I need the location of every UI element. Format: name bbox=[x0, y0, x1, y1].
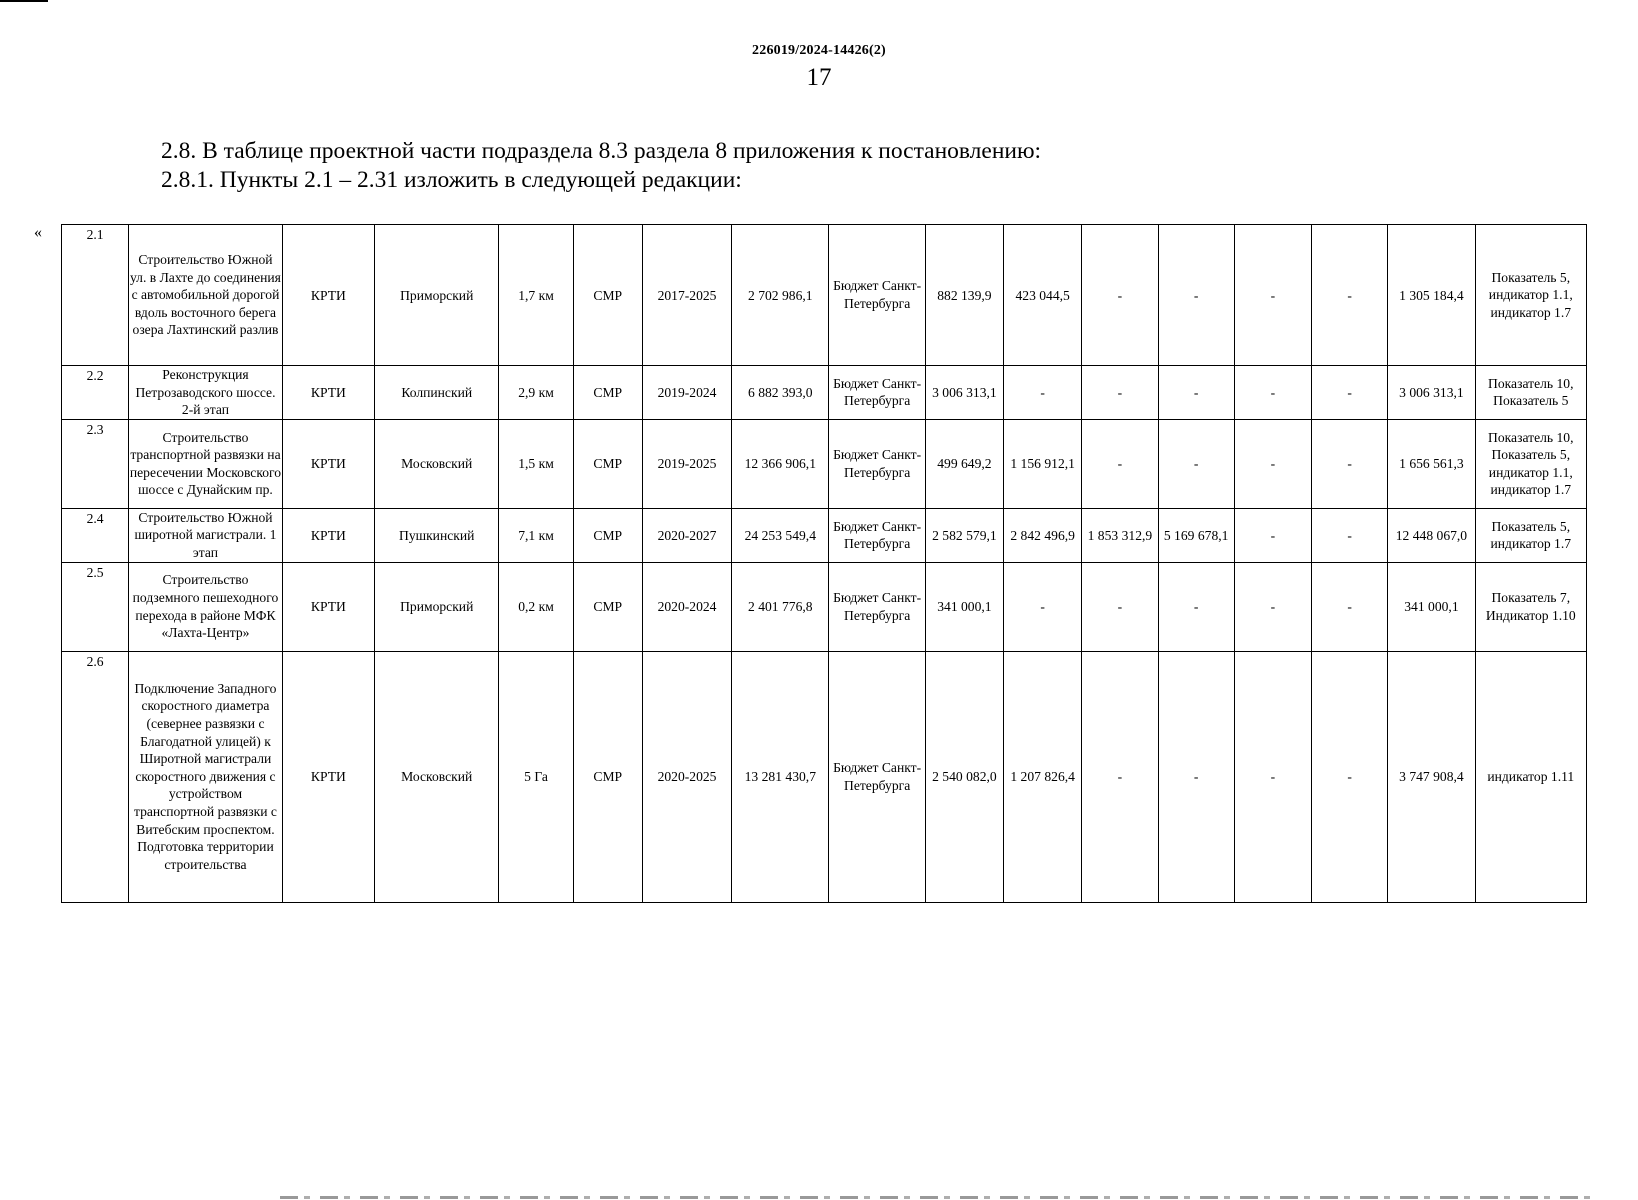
amount-year-5: - bbox=[1234, 419, 1311, 508]
amount-year-1: 499 649,2 bbox=[925, 419, 1003, 508]
sum-amount: 341 000,1 bbox=[1388, 562, 1475, 651]
amount-year-3: 1 853 312,9 bbox=[1082, 508, 1158, 562]
total-cost: 24 253 549,4 bbox=[732, 508, 829, 562]
table-row bbox=[62, 225, 1587, 366]
organization: КРТИ bbox=[282, 419, 374, 508]
amount-year-2: 423 044,5 bbox=[1004, 225, 1082, 366]
indicator: Показатель 7, Индикатор 1.10 bbox=[1475, 562, 1586, 651]
sum-amount: 12 448 067,0 bbox=[1388, 508, 1475, 562]
amount-year-5: - bbox=[1234, 651, 1311, 902]
amount-year-2: 1 207 826,4 bbox=[1004, 651, 1082, 902]
amount-year-6: - bbox=[1312, 651, 1388, 902]
district: Приморский bbox=[375, 562, 499, 651]
sum-amount: 1 656 561,3 bbox=[1388, 419, 1475, 508]
years: 2020-2024 bbox=[642, 562, 731, 651]
project-table bbox=[61, 224, 1587, 903]
amount-year-4: - bbox=[1158, 366, 1234, 420]
page-number: 17 bbox=[806, 64, 832, 91]
district: Пушкинский bbox=[375, 508, 499, 562]
capacity: 1,5 км bbox=[499, 419, 573, 508]
row-number: 2.4 bbox=[62, 508, 129, 562]
years: 2020-2025 bbox=[642, 651, 731, 902]
project-name: Реконструкция Петрозаводского шоссе. 2-й этап bbox=[129, 366, 283, 420]
project-name: Подключение Западного скоростного диаметра (севернее развязки с Благодатной улицей) к Широтной магистрали скоростного движения с устройством транспортной развязки с Витебским проспектом. Подготовка территории строительства bbox=[129, 651, 283, 902]
amount-year-6: - bbox=[1312, 562, 1388, 651]
amount-year-5: - bbox=[1234, 366, 1311, 420]
funding-source: Бюджет Санкт-Петербурга bbox=[829, 419, 925, 508]
table-row bbox=[62, 508, 1587, 562]
district: Приморский bbox=[375, 225, 499, 366]
total-cost: 6 882 393,0 bbox=[732, 366, 829, 420]
work-type: СМР bbox=[573, 651, 642, 902]
work-type: СМР bbox=[573, 508, 642, 562]
district: Московский bbox=[375, 651, 499, 902]
organization: КРТИ bbox=[282, 225, 374, 366]
district: Колпинский bbox=[375, 366, 499, 420]
years: 2019-2024 bbox=[642, 366, 731, 420]
sum-amount: 3 006 313,1 bbox=[1388, 366, 1475, 420]
amount-year-2: 1 156 912,1 bbox=[1004, 419, 1082, 508]
project-name: Строительство подземного пешеходного перехода в районе МФК «Лахта-Центр» bbox=[129, 562, 283, 651]
scan-mark bbox=[0, 0, 48, 2]
paragraph-2-8: 2.8. В таблице проектной части подраздела 8.3 раздела 8 приложения к постановлению: bbox=[161, 138, 1042, 164]
row-number: 2.1 bbox=[62, 225, 129, 366]
sum-amount: 3 747 908,4 bbox=[1388, 651, 1475, 902]
row-number: 2.5 bbox=[62, 562, 129, 651]
organization: КРТИ bbox=[282, 366, 374, 420]
amount-year-6: - bbox=[1312, 419, 1388, 508]
amount-year-5: - bbox=[1234, 508, 1311, 562]
organization: КРТИ bbox=[282, 508, 374, 562]
project-name: Строительство транспортной развязки на пересечении Московского шоссе с Дунайским пр. bbox=[129, 419, 283, 508]
row-number: 2.2 bbox=[62, 366, 129, 420]
amount-year-4: - bbox=[1158, 562, 1234, 651]
amount-year-2: - bbox=[1004, 562, 1082, 651]
indicator: индикатор 1.11 bbox=[1475, 651, 1586, 902]
amount-year-1: 882 139,9 bbox=[925, 225, 1003, 366]
work-type: СМР bbox=[573, 419, 642, 508]
funding-source: Бюджет Санкт-Петербурга bbox=[829, 562, 925, 651]
amount-year-5: - bbox=[1234, 562, 1311, 651]
paragraph-2-8-1: 2.8.1. Пункты 2.1 – 2.31 изложить в следующей редакции: bbox=[161, 167, 742, 193]
amount-year-3: - bbox=[1082, 562, 1158, 651]
capacity: 5 Га bbox=[499, 651, 573, 902]
amount-year-1: 2 582 579,1 bbox=[925, 508, 1003, 562]
document-number: 226019/2024-14426(2) bbox=[752, 43, 886, 58]
total-cost: 13 281 430,7 bbox=[732, 651, 829, 902]
amount-year-4: - bbox=[1158, 225, 1234, 366]
funding-source: Бюджет Санкт-Петербурга bbox=[829, 508, 925, 562]
capacity: 2,9 км bbox=[499, 366, 573, 420]
years: 2017-2025 bbox=[642, 225, 731, 366]
amount-year-3: - bbox=[1082, 366, 1158, 420]
amount-year-4: 5 169 678,1 bbox=[1158, 508, 1234, 562]
row-number: 2.3 bbox=[62, 419, 129, 508]
total-cost: 2 401 776,8 bbox=[732, 562, 829, 651]
opening-quote: « bbox=[34, 224, 42, 241]
sum-amount: 1 305 184,4 bbox=[1388, 225, 1475, 366]
indicator: Показатель 10, Показатель 5, индикатор 1.1, индикатор 1.7 bbox=[1475, 419, 1586, 508]
table-row bbox=[62, 366, 1587, 420]
total-cost: 12 366 906,1 bbox=[732, 419, 829, 508]
indicator: Показатель 5, индикатор 1.1, индикатор 1.7 bbox=[1475, 225, 1586, 366]
amount-year-6: - bbox=[1312, 225, 1388, 366]
district: Московский bbox=[375, 419, 499, 508]
indicator: Показатель 5, индикатор 1.7 bbox=[1475, 508, 1586, 562]
years: 2019-2025 bbox=[642, 419, 731, 508]
organization: КРТИ bbox=[282, 562, 374, 651]
amount-year-1: 3 006 313,1 bbox=[925, 366, 1003, 420]
funding-source: Бюджет Санкт-Петербурга bbox=[829, 225, 925, 366]
amount-year-5: - bbox=[1234, 225, 1311, 366]
amount-year-2: - bbox=[1004, 366, 1082, 420]
capacity: 1,7 км bbox=[499, 225, 573, 366]
work-type: СМР bbox=[573, 225, 642, 366]
amount-year-3: - bbox=[1082, 225, 1158, 366]
scan-artifact-line bbox=[280, 1196, 1590, 1199]
capacity: 0,2 км bbox=[499, 562, 573, 651]
amount-year-1: 341 000,1 bbox=[925, 562, 1003, 651]
organization: КРТИ bbox=[282, 651, 374, 902]
work-type: СМР bbox=[573, 562, 642, 651]
project-name: Строительство Южной ул. в Лахте до соединения с автомобильной дорогой вдоль восточного берега озера Лахтинский разлив bbox=[129, 225, 283, 366]
funding-source: Бюджет Санкт-Петербурга bbox=[829, 366, 925, 420]
table-row bbox=[62, 651, 1587, 902]
years: 2020-2027 bbox=[642, 508, 731, 562]
row-number: 2.6 bbox=[62, 651, 129, 902]
project-name: Строительство Южной широтной магистрали. 1 этап bbox=[129, 508, 283, 562]
amount-year-3: - bbox=[1082, 419, 1158, 508]
capacity: 7,1 км bbox=[499, 508, 573, 562]
indicator: Показатель 10, Показатель 5 bbox=[1475, 366, 1586, 420]
amount-year-4: - bbox=[1158, 651, 1234, 902]
total-cost: 2 702 986,1 bbox=[732, 225, 829, 366]
amount-year-1: 2 540 082,0 bbox=[925, 651, 1003, 902]
amount-year-3: - bbox=[1082, 651, 1158, 902]
amount-year-4: - bbox=[1158, 419, 1234, 508]
funding-source: Бюджет Санкт-Петербурга bbox=[829, 651, 925, 902]
amount-year-6: - bbox=[1312, 366, 1388, 420]
table-row bbox=[62, 419, 1587, 508]
work-type: СМР bbox=[573, 366, 642, 420]
amount-year-2: 2 842 496,9 bbox=[1004, 508, 1082, 562]
table-row bbox=[62, 562, 1587, 651]
amount-year-6: - bbox=[1312, 508, 1388, 562]
